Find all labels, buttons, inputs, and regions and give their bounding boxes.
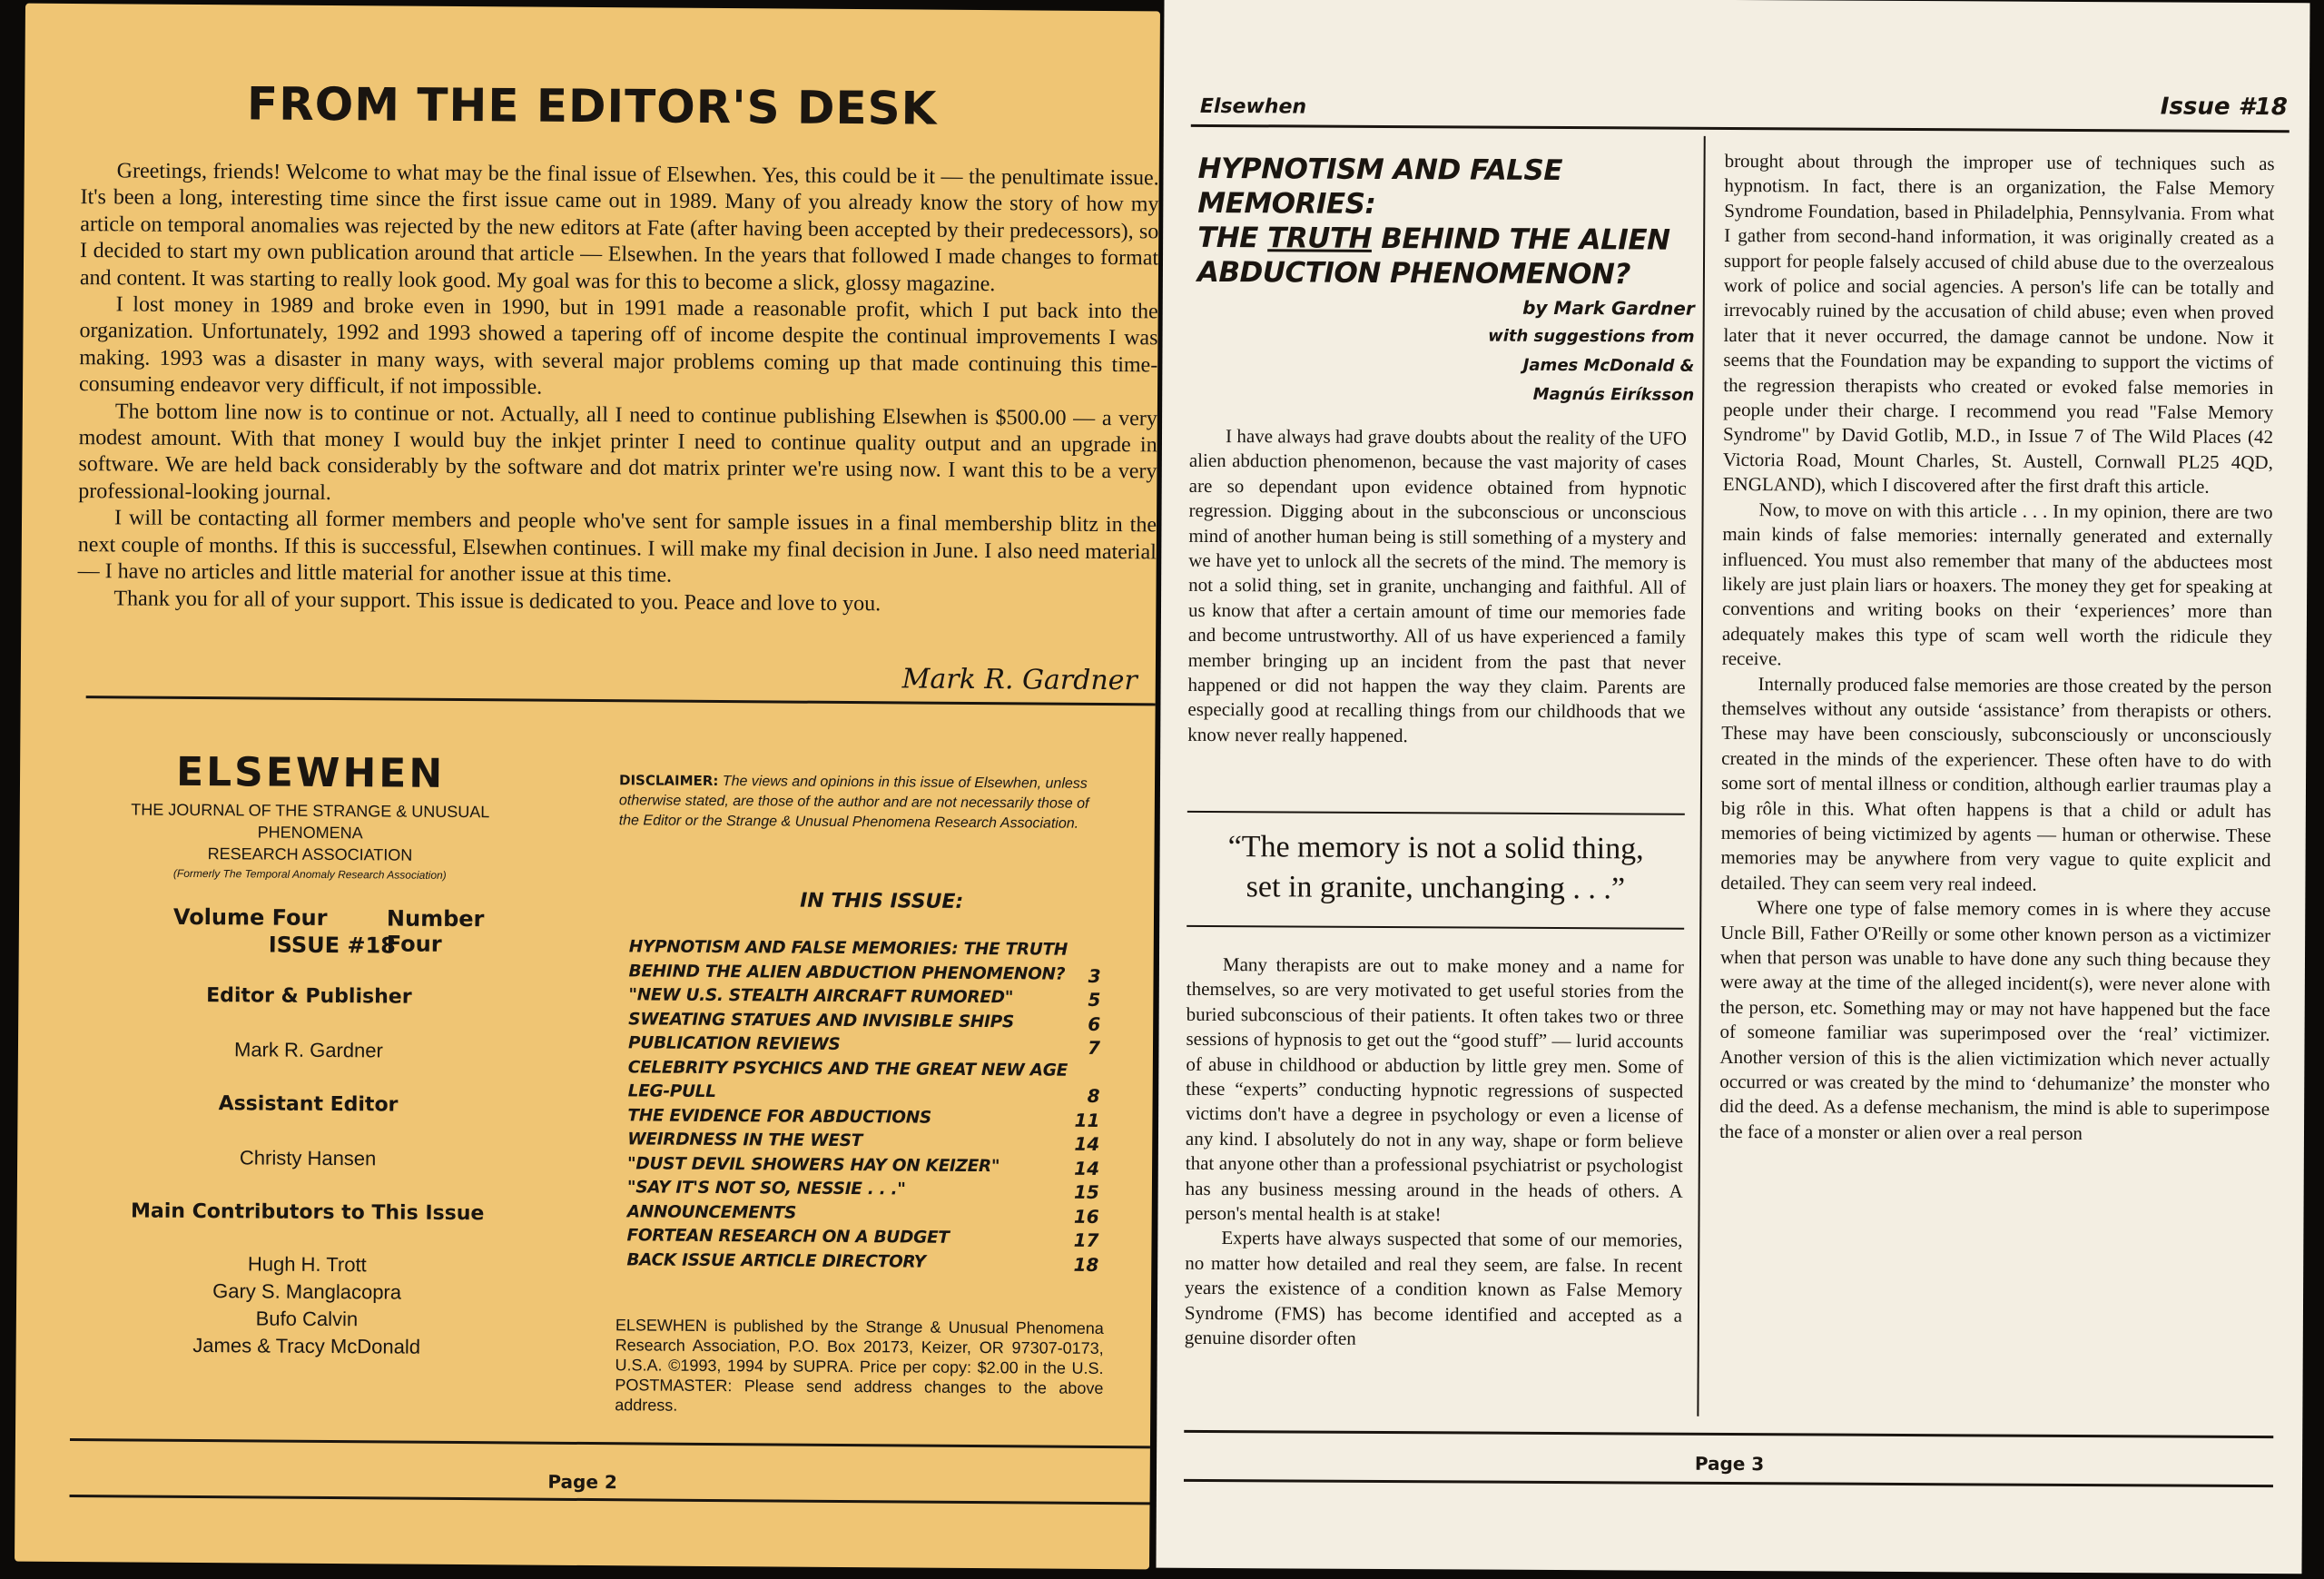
pull-quote [1187,827,1684,910]
disclaimer [619,770,1109,834]
article-paragraph: Many therapists are out to make money and a name for themselves, so are very motivated to get useful stories from the buried subconscious of their patients. It often takes two or three sessions of hypnosis to get out the “good stuff” — lurid accounts of abuse in childhood or abduction by little grey men. Some of these “experts” conducting hypnotic regressions of suspected victims don't have a degree in psychology or even a license of any kind. I absolutely do not in any way, shape or form believe that anyone other than a professional psychiatrist or psychologist has any business messing around in the heads of others. A person's mental health is at stake! [1185,953,1685,1226]
contributor: James & Tracy McDonald [192,1333,421,1358]
toc-entry: FORTEAN RESEARCH ON A BUDGET [626,1226,950,1248]
toc-page-number: 11 [1074,1109,1100,1131]
masthead-subtitle-1: THE JOURNAL OF THE STRANGE & UNUSUAL PHENOMENA [131,800,490,843]
assistant-name: Christy Hansen [239,1146,377,1170]
table-of-contents [626,937,1101,1286]
letter-paragraph-4: I will be contacting all former members and people who've sent for sample issues in a final membership blitz in the next couple of months. If this is successful, Elsewhen continues. I will make my final decision in June. I also need material — I have no articles and little material for another issue at this time. [77,506,1157,587]
article-paragraph: Experts have always suspected that some of our memories, no matter how detailed and real they seem, are false. In recent years the existence of a condition known as False Memory Syndrome (FMS) has become identified and accepted as a genuine disorder often [1184,1227,1683,1349]
column-2 [1719,149,2275,1147]
article-title-line-2 [1197,221,1706,258]
page-number: Page 3 [1694,1452,1765,1475]
article-title [1197,152,1707,292]
contributor: Bufo Calvin [255,1307,359,1331]
toc-entry: "SAY IT'S NOT SO, NESSIE . . ." [626,1178,906,1199]
running-header-left: Elsewhen [1199,94,1307,119]
masthead-formerly: (Formerly The Temporal Anomaly Research Association) [172,866,447,882]
masthead-subtitle-2: RESEARCH ASSOCIATION [207,844,413,864]
assistant-label: Assistant Editor [218,1092,399,1117]
editor-name: Mark R. Gardner [233,1038,383,1062]
article-title-line-1: HYPNOTISM AND FALSE MEMORIES: [1197,152,1563,221]
toc-page-number: 5 [1088,988,1101,1011]
issue-number: ISSUE #18 [268,932,397,959]
toc-page-number: 18 [1073,1253,1099,1276]
byline [1488,293,1695,410]
pull-quote-line: “The memory is not a solid thing, [1227,830,1644,866]
divider [86,696,1156,706]
number: Number Four [386,905,485,957]
contributors-list [89,1249,526,1361]
toc-entry: BEHIND THE ALIEN ABDUCTION PHENOMENON? [628,961,1066,984]
article-paragraph: brought about through the improper use of techniques such as hypnotism. In fact, there is an organization, the False Memory Syndrome Foundation, based in Philadelphia, Pennsylvania. From what I gather from second-hand information, it was originally created as a support for people falsely accused of child abuse due to the overzealous work of police and social agencies. A person's life can be totally and irrevocably ruined by the accusation of child abuse; even when proved later that it never occurred, the damage cannot be undone. Now it seems that the Foundation may be expanding to support the victims of the regression therapists who created or evoked false memories in people under their charge. I recommend you read "False Memory Syndrome" by David Gotlib, M.D., in Issue 7 of The Wild Places (42 Victoria Road, Mount Charles, St. Austell, Cornwall PL25 4QD, ENGLAND), which I discovered after the first draft this article. [1722,149,2275,498]
toc-page-number: 3 [1088,964,1101,987]
pull-quote-rule-top [1187,811,1685,815]
toc-page-number: 14 [1074,1132,1100,1155]
left-page-page-2 [15,4,1160,1570]
toc-entry: "DUST DEVIL SHOWERS HAY ON KEIZER" [627,1153,1000,1176]
byline-author: by Mark Gardner [1522,296,1695,320]
column-divider [1697,136,1705,1416]
article-title-line-3: ABDUCTION PHENOMENON? [1196,255,1630,291]
toc-entry: THE EVIDENCE FOR ABDUCTIONS [627,1105,932,1128]
disclaimer-text: The views and opinions in this issue of Elsewhen, unless otherwise stated, are those of the author and are not necessarily those of the Editor or the Strange & Unusual Phenomena Research Association. [618,774,1089,832]
toc-entry: "NEW U.S. STEALTH AIRCRAFT RUMORED" [628,985,1014,1008]
contributors-label: Main Contributors to This Issue [130,1199,485,1226]
title-emphasis: TRUTH [1267,222,1373,255]
toc-entry: SWEATING STATUES AND INVISIBLE SHIPS [628,1009,1015,1031]
toc-page-number: 17 [1073,1229,1099,1251]
title-text: BEHIND THE ALIEN [1371,222,1670,257]
toc-entry: BACK ISSUE ARTICLE DIRECTORY [626,1249,926,1272]
editors-desk-title: FROM THE EDITOR'S DESK [246,77,938,135]
footer-rule-top [1184,1430,2273,1438]
toc-page-number: 7 [1087,1036,1101,1059]
column-1-bottom [1185,952,1684,1353]
running-header-right: Issue #18 [2160,93,2288,122]
toc-entry: HYPNOTISM AND FALSE MEMORIES: THE TRUTH [628,937,1068,960]
toc-page-number: 15 [1073,1180,1099,1203]
contributor: Gary S. Manglacopra [212,1279,402,1304]
byline-contributor: James McDonald & [1522,355,1695,376]
pull-quote-line: set in granite, unchanging . . .” [1246,870,1626,906]
contributor: Hugh H. Trott [247,1252,367,1277]
disclaimer-label: DISCLAIMER: [618,772,719,790]
editor-letter [77,158,1158,619]
byline-with: with suggestions from [1488,326,1695,347]
toc-entry: CELEBRITY PSYCHICS AND THE GREAT NEW AGE [627,1057,1068,1081]
right-page-page-3 [1156,0,2309,1574]
toc-page-number: 6 [1088,1012,1101,1035]
toc-page-number: 8 [1087,1084,1100,1107]
footer-rule-bottom [1184,1479,2273,1487]
elsewhen-logo: ELSEWHEN [175,748,446,797]
article-paragraph: Internally produced false memories are those created by the person themselves without any outside ‘assistance’ from therapists or others. These may have been consciously, subconsciously or unconsciously created in the minds of the experiencer. These often have to do with some sort of mental illness or condition, although earlier traumas play a big rôle in this. What often happens is that a child or adult has memories of being victimized by agents — human or otherwise. These memories may be anywhere from very vague to quite explicit and detailed. They can seem very real indeed. [1720,672,2272,895]
toc-heading: IN THIS ISSUE: [800,889,964,913]
editor-signature: Mark R. Gardner [901,663,1137,697]
article-paragraph: Now, to move on with this article . . . In my opinion, there are two main kinds of false memories: internally generated and externally influenced. You must also remember that many of the abductees most likely are just plain liars or hoaxers. The money they get for speaking at conventions and writing books on their ‘experiences’ more than adequately makes this type of scam well worth the ridicule they receive. [1721,498,2273,670]
toc-entry: WEIRDNESS IN THE WEST [627,1130,863,1151]
page-number: Page 2 [547,1470,617,1494]
letter-paragraph-3: The bottom line now is to continue or not. Actually, all I need to continue publishing Elsewhen is $500.00 — a very modest amount. With that money I would buy the inkjet printer I need to continue quality output and an upgrade in software. We are held back considerably by the software and dot matrix printer we're using now. I want this to be a very professional-looking journal. [78,400,1157,505]
pull-quote-rule-bottom [1187,925,1684,930]
title-text: THE [1197,221,1268,255]
letter-paragraph-5: Thank you for all of your support. This issue is dedicated to you. Peace and love to you. [113,586,881,616]
toc-entry: PUBLICATION REVIEWS [627,1033,841,1054]
letter-paragraph-1: Greetings, friends! Welcome to what may be the final issue of Elsewhen. Yes, this could be it — the penultimate issue. It's been a long, interesting time since the first issue came out in 1989. Many of you already know the story of how my article on temporal anomalies was rejected by the new editors at Fate (after having been accepted by their predecessors), so I decided to start my own publication around that article — Elsewhen. In the years that followed I made changes to format and content. It was starting to really look good. My goal was for this to become a slick, glossy magazine. [79,159,1159,296]
footer-rule-bottom [70,1495,1150,1505]
article-paragraph: Where one type of false memory comes in is where they accuse Uncle Bill, Father O'Reilly or some other known person as a victimizer when that person was unable to have done any such thing because they were away at the time of the alleged incident(s), were never alone with the person, etc. Something may or may not have happened but the face of someone familiar was superimposed over the ‘real’ victimizer. Another version of this is the alien victimization which never actually occurred or was created by the mind to ‘dehumanize’ the monster who did the deed. As a defense mechanism, the mind is able to superimpose the face of a monster or alien over a real person [1718,896,2271,1144]
header-rule [1191,124,2290,133]
byline-contributor: Magnús Eiríksson [1532,384,1695,405]
column-1-top [1187,424,1687,750]
footer-rule-top [70,1438,1150,1448]
toc-entry: ANNOUNCEMENTS [626,1201,797,1223]
publisher-note: ELSEWHEN is published by the Strange & Unusual Phenomena Research Association, P.O. Box 20173, Keizer, OR 97307-0173, U.S.A. ©1993, 1994 by SUPRA. Price per copy: $2.00 in the U.S. POSTMASTER: Please send address changes to the above address. [615,1316,1104,1415]
editor-label: Editor & Publisher [206,984,412,1009]
masthead [89,748,529,1361]
volume: Volume Four [172,903,328,932]
toc-page-number: 14 [1074,1157,1100,1179]
toc-entry: LEG-PULL [627,1081,716,1101]
toc-page-number: 16 [1073,1205,1099,1228]
article-paragraph: I have always had grave doubts about the reality of the UFO alien abduction phenomenon, because the vast majority of cases are so dependant upon evidence obtained from hypnotic regression. Digging about in the subconscious or unconscious mind of another human being is still something of a mystery and we have yet to unlock all the secrets of the mind. The memory is not a solid thing, set in granite, unchanging and faithful. All of us know that after a certain amount of time our memories fade and become untrustworthy. All of us have experienced a family member bringing up an incident from the past that never happened or did not happen the way they claim. Parents are especially good at recalling things from our childhoods that we know never really happened. [1187,425,1688,746]
letter-paragraph-2: I lost money in 1989 and broke even in 1990, but in 1991 made a reasonable profit, which I put back into the organization. Unfortunately, 1992 and 1993 showed a tapering off of income despite the continual improvements I was making. 1993 was a disaster in many ways, with several major problems coming up that made continuing this time-consuming endeavor very difficult, if not impossible. [78,292,1158,400]
